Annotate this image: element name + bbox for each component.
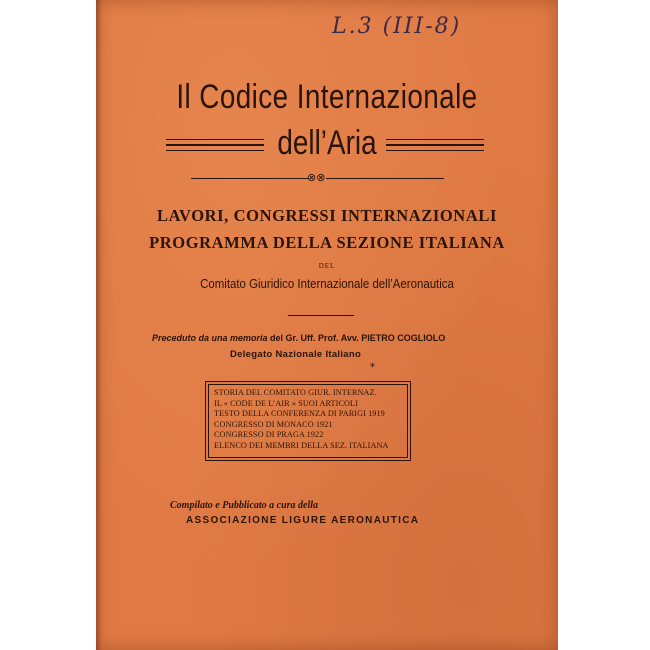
preceduto-prefix: Preceduto da una memoria: [152, 333, 268, 343]
subtitle-del: DEL: [318, 262, 336, 270]
title-rule-right: [386, 139, 484, 155]
contents-item: ELENCO DEI MEMBRI DELLA SEZ. ITALIANA: [214, 440, 389, 450]
preceduto-line: [152, 333, 445, 343]
comitato-line: Comitato Giuridico Internazionale dell’Aeronautica: [200, 276, 454, 291]
subtitle-line-1: LAVORI, CONGRESSI INTERNAZIONALI: [157, 206, 497, 225]
divider: [288, 315, 354, 316]
contents-box: [205, 381, 411, 461]
preceduto-author: del Gr. Uff. Prof. Avv. PIETRO COGLIOLO: [267, 333, 446, 343]
title-line-1: Il Codice Internazionale: [176, 78, 478, 116]
ink-mark-icon: ⁎: [370, 359, 375, 370]
delegato-line: Delegato Nazionale Italiano: [230, 349, 362, 360]
compilato-line: Compilato e Pubblicato a cura della: [170, 500, 319, 511]
contents-item: IL « CODE DE L’AIR » SUOI ARTICOLI: [214, 398, 358, 408]
title-line-2: dell’Aria: [277, 124, 377, 162]
contents-item: STORIA DEL COMITATO GIUR. INTERNAZ.: [214, 388, 377, 397]
publisher-name: ASSOCIAZIONE LIGURE AERONAUTICA: [186, 515, 420, 526]
handwritten-catalog-note: L.3 (III-8): [332, 14, 462, 39]
ornament-rule-left: [191, 178, 309, 179]
ornament-rule-right: [326, 178, 444, 179]
subtitle-line-2: PROGRAMMA DELLA SEZIONE ITALIANA: [149, 233, 505, 252]
contents-item: CONGRESSO DI MONACO 1921: [214, 419, 333, 429]
book-cover: [96, 0, 558, 650]
contents-item: CONGRESSO DI PRAGA 1922: [214, 430, 324, 440]
ornament-icon: ⊗⊗: [307, 172, 326, 184]
contents-item: TESTO DELLA CONFERENZA DI PARIGI 1919: [214, 409, 385, 419]
